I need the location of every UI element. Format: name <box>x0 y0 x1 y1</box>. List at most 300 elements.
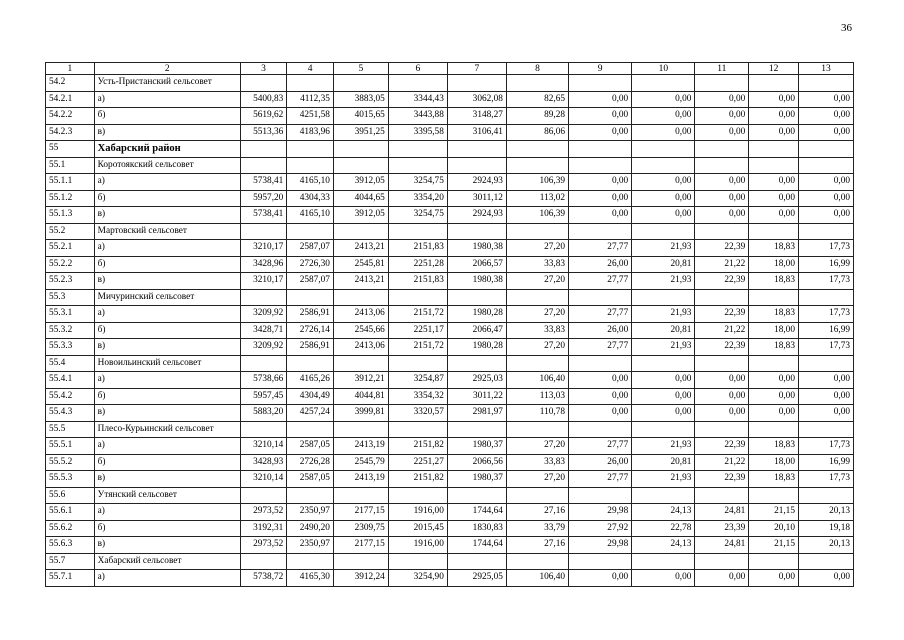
value-cell: 0,00 <box>569 174 632 191</box>
value-cell: 5619,62 <box>240 108 287 125</box>
council-name: Хабарский сельсовет <box>94 553 240 570</box>
empty-cell <box>447 289 506 306</box>
value-cell: 2973,52 <box>240 504 287 521</box>
value-cell: 2309,75 <box>333 520 388 537</box>
value-cell: 5883,20 <box>240 405 287 422</box>
value-cell: 18,83 <box>749 438 799 455</box>
value-cell: 2490,20 <box>287 520 334 537</box>
value-cell: 21,22 <box>695 322 749 339</box>
empty-cell <box>569 157 632 174</box>
empty-cell <box>798 141 853 158</box>
value-cell: 22,39 <box>695 339 749 356</box>
value-cell: 16,99 <box>798 322 853 339</box>
empty-cell <box>569 75 632 92</box>
table-row <box>46 322 854 339</box>
value-cell: 0,00 <box>798 405 853 422</box>
empty-cell <box>240 157 287 174</box>
value-cell: 3062,08 <box>447 91 506 108</box>
empty-cell <box>695 355 749 372</box>
value-cell: 0,00 <box>798 108 853 125</box>
empty-cell <box>333 553 388 570</box>
value-cell: 2177,15 <box>333 537 388 554</box>
table-row <box>46 339 854 356</box>
value-cell: 0,00 <box>695 207 749 224</box>
row-code: 55.3 <box>46 289 95 306</box>
value-cell: 5957,20 <box>240 190 287 207</box>
row-code: 54.2 <box>46 75 95 92</box>
empty-cell <box>798 157 853 174</box>
value-cell: 2413,21 <box>333 273 388 290</box>
empty-cell <box>749 223 799 240</box>
value-cell: 20,13 <box>798 537 853 554</box>
value-cell: 5400,83 <box>240 91 287 108</box>
empty-cell <box>388 75 447 92</box>
row-code: 55.1.1 <box>46 174 95 191</box>
empty-cell <box>447 223 506 240</box>
district-row <box>46 141 854 158</box>
empty-cell <box>695 421 749 438</box>
empty-cell <box>749 289 799 306</box>
council-name: Мичуринский сельсовет <box>94 289 240 306</box>
empty-cell <box>798 487 853 504</box>
empty-cell <box>632 223 695 240</box>
table-row <box>46 454 854 471</box>
council-name: Усть-Пристанский сельсовет <box>94 75 240 92</box>
empty-cell <box>388 487 447 504</box>
row-code: 55.3.2 <box>46 322 95 339</box>
value-cell: 18,83 <box>749 339 799 356</box>
row-variant: а) <box>94 570 240 587</box>
empty-cell <box>240 487 287 504</box>
value-cell: 0,00 <box>749 124 799 141</box>
value-cell: 17,73 <box>798 306 853 323</box>
empty-cell <box>240 223 287 240</box>
value-cell: 2066,47 <box>447 322 506 339</box>
value-cell: 2981,97 <box>447 405 506 422</box>
row-code: 54.2.2 <box>46 108 95 125</box>
empty-cell <box>632 355 695 372</box>
empty-cell <box>240 141 287 158</box>
row-code: 55.4.2 <box>46 388 95 405</box>
empty-cell <box>287 75 334 92</box>
value-cell: 89,28 <box>506 108 568 125</box>
value-cell: 2151,82 <box>388 471 447 488</box>
value-cell: 4257,24 <box>287 405 334 422</box>
empty-cell <box>798 223 853 240</box>
value-cell: 3999,81 <box>333 405 388 422</box>
value-cell: 2151,83 <box>388 240 447 257</box>
row-code: 55.3.1 <box>46 306 95 323</box>
empty-cell <box>240 75 287 92</box>
value-cell: 21,93 <box>632 306 695 323</box>
table-row <box>46 537 854 554</box>
value-cell: 20,10 <box>749 520 799 537</box>
value-cell: 22,39 <box>695 438 749 455</box>
empty-cell <box>287 421 334 438</box>
value-cell: 29,98 <box>569 504 632 521</box>
value-cell: 21,93 <box>632 240 695 257</box>
value-cell: 2587,07 <box>287 273 334 290</box>
group-row <box>46 223 854 240</box>
value-cell: 27,20 <box>506 438 568 455</box>
value-cell: 22,39 <box>695 273 749 290</box>
column-header: 8 <box>506 63 568 75</box>
row-code: 55.4 <box>46 355 95 372</box>
value-cell: 22,39 <box>695 471 749 488</box>
empty-cell <box>695 157 749 174</box>
empty-cell <box>388 355 447 372</box>
value-cell: 0,00 <box>695 388 749 405</box>
value-cell: 2413,06 <box>333 306 388 323</box>
value-cell: 20,81 <box>632 256 695 273</box>
value-cell: 3210,14 <box>240 438 287 455</box>
value-cell: 2015,45 <box>388 520 447 537</box>
value-cell: 0,00 <box>569 124 632 141</box>
value-cell: 1744,64 <box>447 504 506 521</box>
empty-cell <box>749 553 799 570</box>
value-cell: 0,00 <box>695 405 749 422</box>
column-header: 3 <box>240 63 287 75</box>
tariff-table <box>45 62 854 587</box>
row-code: 55.1 <box>46 157 95 174</box>
value-cell: 0,00 <box>569 91 632 108</box>
value-cell: 24,13 <box>632 537 695 554</box>
empty-cell <box>447 487 506 504</box>
empty-cell <box>287 487 334 504</box>
value-cell: 2545,79 <box>333 454 388 471</box>
value-cell: 2587,05 <box>287 438 334 455</box>
value-cell: 0,00 <box>749 405 799 422</box>
empty-cell <box>695 75 749 92</box>
value-cell: 0,00 <box>569 570 632 587</box>
empty-cell <box>447 553 506 570</box>
empty-cell <box>569 487 632 504</box>
row-code: 55.6.1 <box>46 504 95 521</box>
row-code: 55.5.3 <box>46 471 95 488</box>
value-cell: 18,83 <box>749 240 799 257</box>
value-cell: 0,00 <box>569 108 632 125</box>
value-cell: 3912,24 <box>333 570 388 587</box>
value-cell: 0,00 <box>695 570 749 587</box>
value-cell: 113,03 <box>506 388 568 405</box>
value-cell: 0,00 <box>632 570 695 587</box>
empty-cell <box>695 223 749 240</box>
column-header: 6 <box>388 63 447 75</box>
value-cell: 16,99 <box>798 256 853 273</box>
value-cell: 1980,38 <box>447 273 506 290</box>
empty-cell <box>388 421 447 438</box>
row-variant: б) <box>94 388 240 405</box>
column-header: 10 <box>632 63 695 75</box>
value-cell: 4015,65 <box>333 108 388 125</box>
value-cell: 0,00 <box>695 372 749 389</box>
empty-cell <box>569 223 632 240</box>
value-cell: 26,00 <box>569 256 632 273</box>
value-cell: 24,81 <box>695 537 749 554</box>
table-row <box>46 438 854 455</box>
row-variant: в) <box>94 339 240 356</box>
table-row <box>46 306 854 323</box>
empty-cell <box>798 553 853 570</box>
value-cell: 21,93 <box>632 471 695 488</box>
value-cell: 17,73 <box>798 438 853 455</box>
value-cell: 0,00 <box>798 388 853 405</box>
value-cell: 3912,05 <box>333 174 388 191</box>
value-cell: 3354,32 <box>388 388 447 405</box>
value-cell: 2726,14 <box>287 322 334 339</box>
value-cell: 3209,92 <box>240 306 287 323</box>
row-code: 55.2.1 <box>46 240 95 257</box>
value-cell: 0,00 <box>798 207 853 224</box>
table-row <box>46 256 854 273</box>
value-cell: 26,00 <box>569 322 632 339</box>
empty-cell <box>506 355 568 372</box>
value-cell: 3428,71 <box>240 322 287 339</box>
value-cell: 27,20 <box>506 273 568 290</box>
value-cell: 3192,31 <box>240 520 287 537</box>
value-cell: 18,83 <box>749 471 799 488</box>
value-cell: 3011,22 <box>447 388 506 405</box>
empty-cell <box>632 289 695 306</box>
table-row <box>46 91 854 108</box>
value-cell: 3254,90 <box>388 570 447 587</box>
row-code: 55.2.3 <box>46 273 95 290</box>
value-cell: 2413,19 <box>333 471 388 488</box>
value-cell: 0,00 <box>632 108 695 125</box>
empty-cell <box>695 487 749 504</box>
value-cell: 4165,26 <box>287 372 334 389</box>
empty-cell <box>333 487 388 504</box>
value-cell: 0,00 <box>749 207 799 224</box>
row-variant: в) <box>94 124 240 141</box>
value-cell: 106,40 <box>506 372 568 389</box>
value-cell: 2413,21 <box>333 240 388 257</box>
value-cell: 5738,41 <box>240 174 287 191</box>
empty-cell <box>632 75 695 92</box>
value-cell: 3209,92 <box>240 339 287 356</box>
page-number: 36 <box>841 22 852 34</box>
value-cell: 2587,05 <box>287 471 334 488</box>
column-header: 5 <box>333 63 388 75</box>
value-cell: 33,79 <box>506 520 568 537</box>
value-cell: 3354,20 <box>388 190 447 207</box>
empty-cell <box>287 141 334 158</box>
value-cell: 0,00 <box>798 91 853 108</box>
column-header: 2 <box>94 63 240 75</box>
value-cell: 2413,06 <box>333 339 388 356</box>
empty-cell <box>333 355 388 372</box>
table-row <box>46 108 854 125</box>
value-cell: 2924,93 <box>447 207 506 224</box>
empty-cell <box>388 157 447 174</box>
row-code: 55.5.1 <box>46 438 95 455</box>
empty-cell <box>506 289 568 306</box>
value-cell: 22,39 <box>695 306 749 323</box>
table-row <box>46 207 854 224</box>
empty-cell <box>632 487 695 504</box>
empty-cell <box>569 553 632 570</box>
value-cell: 0,00 <box>569 372 632 389</box>
value-cell: 33,83 <box>506 322 568 339</box>
empty-cell <box>447 355 506 372</box>
value-cell: 106,39 <box>506 174 568 191</box>
value-cell: 4112,35 <box>287 91 334 108</box>
value-cell: 0,00 <box>749 570 799 587</box>
empty-cell <box>798 289 853 306</box>
row-variant: в) <box>94 207 240 224</box>
value-cell: 2151,72 <box>388 306 447 323</box>
value-cell: 113,02 <box>506 190 568 207</box>
value-cell: 4183,96 <box>287 124 334 141</box>
table-row <box>46 570 854 587</box>
value-cell: 21,22 <box>695 256 749 273</box>
row-code: 55.1.3 <box>46 207 95 224</box>
value-cell: 2925,03 <box>447 372 506 389</box>
value-cell: 0,00 <box>695 91 749 108</box>
value-cell: 2066,56 <box>447 454 506 471</box>
empty-cell <box>506 487 568 504</box>
value-cell: 0,00 <box>749 91 799 108</box>
value-cell: 0,00 <box>798 190 853 207</box>
value-cell: 3254,87 <box>388 372 447 389</box>
empty-cell <box>749 75 799 92</box>
value-cell: 2586,91 <box>287 339 334 356</box>
value-cell: 1980,28 <box>447 339 506 356</box>
value-cell: 3254,75 <box>388 207 447 224</box>
column-header: 11 <box>695 63 749 75</box>
value-cell: 2413,19 <box>333 438 388 455</box>
value-cell: 0,00 <box>798 570 853 587</box>
value-cell: 0,00 <box>798 174 853 191</box>
value-cell: 17,73 <box>798 471 853 488</box>
empty-cell <box>388 141 447 158</box>
empty-cell <box>240 421 287 438</box>
empty-cell <box>695 553 749 570</box>
row-variant: б) <box>94 190 240 207</box>
column-header: 1 <box>46 63 95 75</box>
value-cell: 22,78 <box>632 520 695 537</box>
empty-cell <box>287 223 334 240</box>
table-row <box>46 504 854 521</box>
value-cell: 3428,96 <box>240 256 287 273</box>
value-cell: 2726,30 <box>287 256 334 273</box>
value-cell: 0,00 <box>695 190 749 207</box>
value-cell: 2924,93 <box>447 174 506 191</box>
value-cell: 1980,28 <box>447 306 506 323</box>
value-cell: 20,81 <box>632 454 695 471</box>
empty-cell <box>287 157 334 174</box>
table-header-row <box>46 63 854 75</box>
value-cell: 2151,72 <box>388 339 447 356</box>
value-cell: 0,00 <box>632 388 695 405</box>
value-cell: 0,00 <box>695 124 749 141</box>
value-cell: 1916,00 <box>388 537 447 554</box>
empty-cell <box>333 289 388 306</box>
value-cell: 1980,37 <box>447 438 506 455</box>
row-code: 55.2 <box>46 223 95 240</box>
value-cell: 0,00 <box>798 372 853 389</box>
value-cell: 0,00 <box>569 405 632 422</box>
value-cell: 4165,10 <box>287 207 334 224</box>
value-cell: 5957,45 <box>240 388 287 405</box>
value-cell: 3320,57 <box>388 405 447 422</box>
value-cell: 2251,28 <box>388 256 447 273</box>
value-cell: 2350,97 <box>287 537 334 554</box>
row-code: 55.4.3 <box>46 405 95 422</box>
empty-cell <box>447 421 506 438</box>
value-cell: 0,00 <box>632 174 695 191</box>
value-cell: 21,93 <box>632 273 695 290</box>
value-cell: 2586,91 <box>287 306 334 323</box>
value-cell: 21,93 <box>632 339 695 356</box>
table-row <box>46 174 854 191</box>
council-name: Новоильинский сельсовет <box>94 355 240 372</box>
value-cell: 3951,25 <box>333 124 388 141</box>
column-header: 13 <box>798 63 853 75</box>
council-name: Коротоякский сельсовет <box>94 157 240 174</box>
value-cell: 0,00 <box>749 108 799 125</box>
row-variant: в) <box>94 405 240 422</box>
group-row <box>46 75 854 92</box>
value-cell: 4044,81 <box>333 388 388 405</box>
value-cell: 4044,65 <box>333 190 388 207</box>
value-cell: 29,98 <box>569 537 632 554</box>
empty-cell <box>388 223 447 240</box>
row-code: 55.7 <box>46 553 95 570</box>
empty-cell <box>695 289 749 306</box>
value-cell: 106,39 <box>506 207 568 224</box>
group-row <box>46 421 854 438</box>
value-cell: 2587,07 <box>287 240 334 257</box>
value-cell: 27,20 <box>506 339 568 356</box>
value-cell: 5513,36 <box>240 124 287 141</box>
value-cell: 3883,05 <box>333 91 388 108</box>
value-cell: 86,06 <box>506 124 568 141</box>
table-row <box>46 372 854 389</box>
value-cell: 106,40 <box>506 570 568 587</box>
empty-cell <box>447 141 506 158</box>
value-cell: 0,00 <box>749 388 799 405</box>
empty-cell <box>506 75 568 92</box>
empty-cell <box>333 157 388 174</box>
table-row <box>46 273 854 290</box>
empty-cell <box>569 141 632 158</box>
value-cell: 2545,66 <box>333 322 388 339</box>
value-cell: 17,73 <box>798 339 853 356</box>
value-cell: 2251,17 <box>388 322 447 339</box>
empty-cell <box>632 421 695 438</box>
row-code: 55.2.2 <box>46 256 95 273</box>
empty-cell <box>632 157 695 174</box>
empty-cell <box>749 355 799 372</box>
value-cell: 1980,38 <box>447 240 506 257</box>
row-variant: б) <box>94 454 240 471</box>
value-cell: 5738,66 <box>240 372 287 389</box>
value-cell: 4165,10 <box>287 174 334 191</box>
group-row <box>46 553 854 570</box>
empty-cell <box>569 355 632 372</box>
row-code: 55.1.2 <box>46 190 95 207</box>
column-header: 9 <box>569 63 632 75</box>
value-cell: 0,00 <box>632 190 695 207</box>
value-cell: 3912,21 <box>333 372 388 389</box>
group-row <box>46 487 854 504</box>
row-code: 55.6 <box>46 487 95 504</box>
value-cell: 23,39 <box>695 520 749 537</box>
value-cell: 20,13 <box>798 504 853 521</box>
empty-cell <box>333 141 388 158</box>
value-cell: 4304,49 <box>287 388 334 405</box>
